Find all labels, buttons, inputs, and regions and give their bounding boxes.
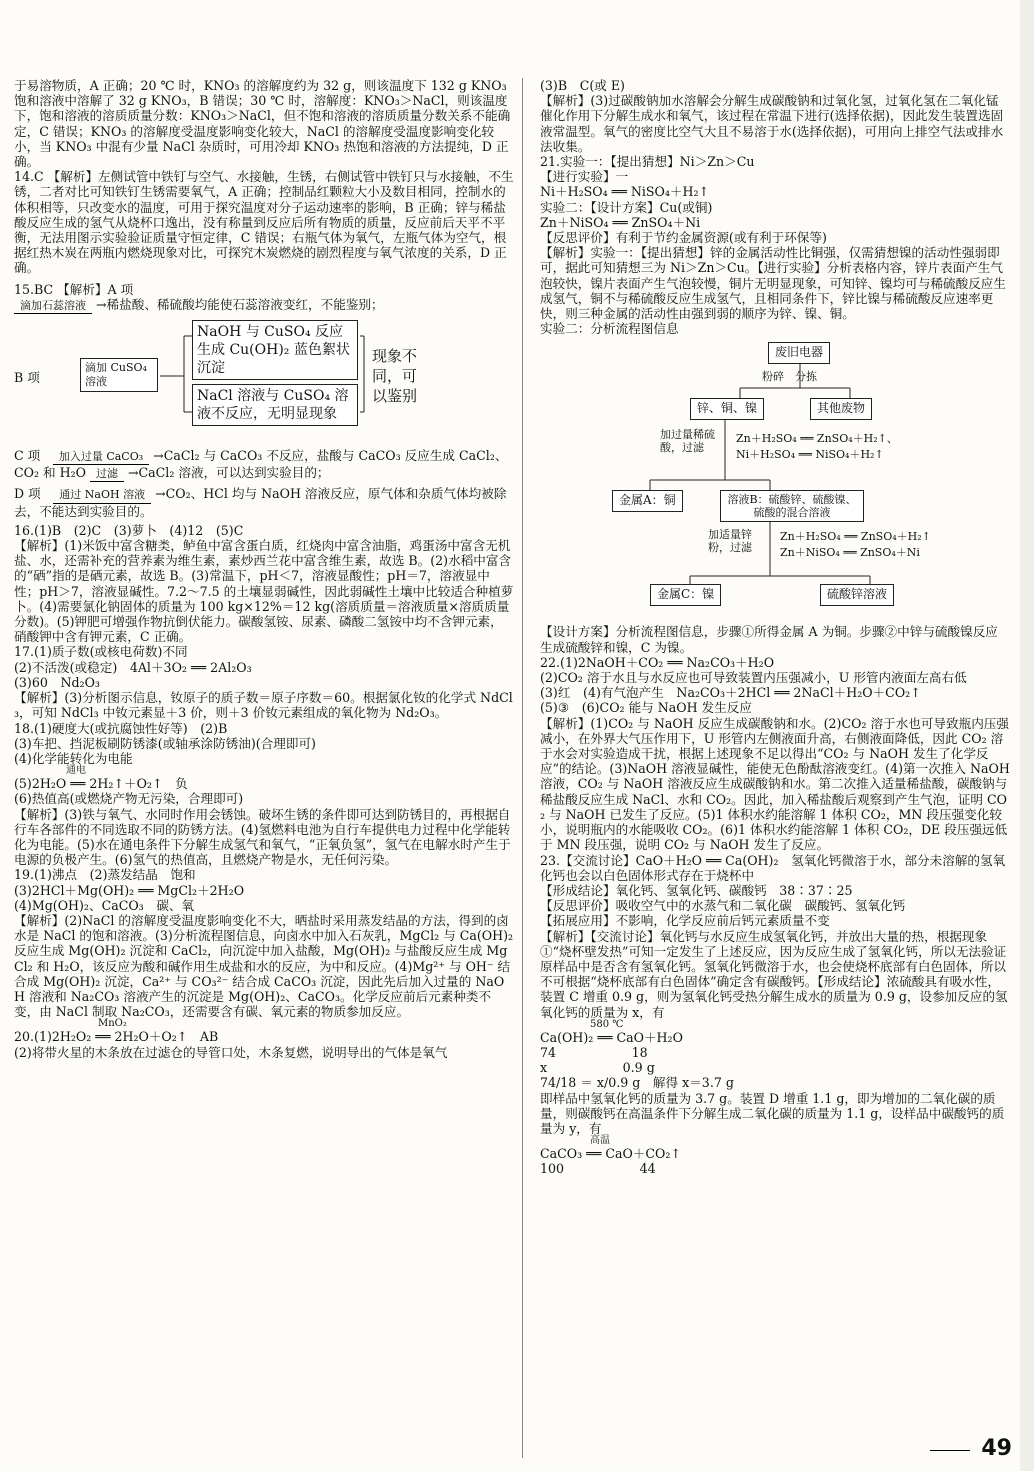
flow-node-other-waste: 其他废物: [810, 398, 872, 419]
flow-step-acid: 加过量稀硫酸，过滤: [660, 428, 715, 455]
answer-line: 实验二：【设计方案】Cu(或铜): [540, 199, 713, 215]
answer-line: (3)红 (4)有气泡产生 Na₂CO₃＋2HCl ══ 2NaCl＋H₂O＋CO₂↑: [540, 685, 921, 701]
paragraph: 【解析】实验一：【提出猜想】锌的金属活动性比铜强，仅需猜想镍的活动性强弱即可，据此可知猜想三为 Ni＞Zn＞Cu。【进行实验】分析表格内容，锌片表面产生气泡较快，镍片表面产生气泡较慢，铜片无明显现象，可知锌、镍均可与稀硫酸反应生成氢气，铜不与稀硫酸反应生成氢气，且相同条件下，锌比镍与稀硫酸反应速率更快，则三种金属的活动性由强到弱的顺序为锌、镍、铜。: [540, 245, 1006, 322]
condition-label: 通电: [66, 765, 86, 777]
flow-node-waste: 废旧电器: [768, 342, 830, 363]
answer-line: Ni＋H₂SO₄ ══ NiSO₄＋H₂↑: [540, 184, 710, 200]
flowchart: [540, 340, 1010, 620]
answer-line: (2)CO₂ 溶于水且与水反应也可导致装置内压强减小，U 形管内液面左高右低: [540, 670, 967, 686]
page-number-rule: [930, 1450, 970, 1451]
flow-step-crush: 粉碎 分拣: [762, 370, 817, 384]
answer-21: 21.实验一：【提出猜想】Ni＞Zn＞Cu: [540, 154, 755, 170]
answer-line: (5)③ (6)CO₂ 能与 NaOH 发生反应: [540, 700, 752, 716]
equation: 74 18: [540, 1044, 648, 1060]
paragraph: 【解析】(1)CO₂ 与 NaOH 反应生成碳酸钠和水。(2)CO₂ 溶于水也可导致瓶内压强减小，在外界大气压作用下，U 形管内左侧液面升高，右侧液面降低，因此 CO₂ 溶于水会对实验造成干扰，根据上述现象不足以得出“CO₂ 与 NaOH 发生了化学反应”的结论。(3)NaOH 溶液显碱性，能使无色酚酞溶液变红。(4)第一次推入 NaOH 溶液，CO₂ 与 NaOH 溶液反应生成碳酸钠和水。第二次推入适量稀盐酸，碳酸钠与稀盐酸反应生成 NaCl、水和 CO₂。因此，加入稀盐酸后观察到产生气泡，证明 CO₂ 与 NaOH 已发生了反应。(5)1 体积水约能溶解 1 体积 CO₂，MN 段压强变化较小，说明瓶内的水能吸收 CO₂。(6)1 体积水约能溶解 1 体积 CO₂，DE 段压强远低于 MN 段压强，说明 CO₂ 与 NaOH 发生了反应。: [540, 715, 1014, 853]
equation: 100 44: [540, 1161, 656, 1177]
answer-20: 20.(1)2H₂O₂ ══ 2H₂O＋O₂↑ AB: [14, 1029, 219, 1045]
b-bottom-box: NaCl 溶液与 CuSO₄ 溶液不反应，无明显现象: [192, 384, 358, 426]
paragraph: 于易溶物质，A 正确；20 ℃ 时，KNO₃ 的溶解度约为 32 g，则该温度下 132 g KNO₃ 饱和溶液中溶解了 32 g KNO₃，B 错误；30 ℃ 时，溶解度：KNO₃＞NaCl，则该温度下，饱和溶液的溶质质量分数：KNO₃＞NaCl，但不饱和溶液的溶质质量分数关系不能确定，C 错误；KNO₃ 的溶解度受温度影响变化较大，NaCl 的溶解度受温度影响变化较小，当 KNO₃ 中混有少量 NaCl 杂质时，可用冷却 KNO₃ 热饱和溶液的方法提纯，D 正确。: [14, 78, 511, 170]
flow-step-zinc: 加适量锌粉，过滤: [708, 528, 752, 555]
flow-reaction: Zn＋H₂SO₄ ══ ZnSO₄＋H₂↑、: [736, 432, 898, 446]
answer-line: 实验二：分析流程图信息: [540, 321, 679, 337]
flow-node-metal-c: 金属C：镍: [650, 584, 721, 605]
answer-line: (3)2HCl＋Mg(OH)₂ ══ MgCl₂＋2H₂O: [14, 882, 245, 898]
answer-line: (4)化学能转化为电能: [14, 750, 133, 766]
answer-line: 【形成结论】氧化钙、氢氧化钙、碳酸钙 38∶37∶25: [540, 882, 853, 898]
flow-reaction: Zn＋NiSO₄ ══ ZnSO₄＋Ni: [780, 546, 920, 560]
answer-line: (2)不活泼(或稳定) 4Al＋3O₂ ══ 2Al₂O₃: [14, 659, 252, 675]
answer-line: 【拓展应用】不影响，化学反应前后钙元素质量不变: [540, 913, 830, 929]
paragraph: 【解析】(1)米饭中富含糖类，鲈鱼中富含蛋白质，红烧肉中富含油脂，鸡蛋汤中富含无机盐、水，还需补充的营养素为维生素，素炒西兰花中富含维生素，故选 B。(2)水稻中富含的“硒”指的是硒元素，故选 B。(3)常温下，pH＜7，溶液显酸性；pH＝7，溶液显中性；pH＞7，溶液显碱性。7.2～7.5 的土壤显弱碱性，因此弱碱性土壤中比较适合种植萝卜。(4)需要氯化钠固体的质量为 100 kg×12%＝12 kg(溶质质量＝溶液质量×溶质质量分数)。(5)钾肥可增强作物抗倒伏能力。碳酸氢铵、尿素、磷酸二氢铵中均不含钾元素，硝酸钾中含有钾元素，C 正确。: [14, 538, 514, 645]
equation: x 0.9 g: [540, 1060, 655, 1076]
b-item-diagram: [14, 316, 514, 444]
page-number: 49: [981, 1436, 1012, 1461]
condition-label: 580 ℃: [590, 1018, 624, 1030]
item-a: 滴加石蕊溶液 →稀盐酸、稀硫酸均能使石蕊溶液变红，不能鉴别；: [14, 297, 514, 314]
answer-line: Zn＋NiSO₄ ══ ZnSO₄＋Ni: [540, 214, 701, 230]
answer-line: 【反思评价】有利于节约金属资源(或有利于环保等): [540, 230, 827, 246]
condition-label: MnO₂: [98, 1018, 127, 1030]
answer-16: 16.(1)B (2)C (3)萝卜 (4)12 (5)C: [14, 522, 244, 538]
flow-node-znso4: 硫酸锌溶液: [820, 584, 894, 605]
column-divider: [522, 78, 523, 1458]
answer-line: 【进行实验】一: [540, 169, 629, 185]
answer-17: 17.(1)质子数(或核电荷数)不同: [14, 644, 188, 660]
answer-19: 19.(1)沸点 (2)蒸发结晶 饱和: [14, 867, 196, 883]
arrow-label: 通过 NaOH 溶液: [53, 487, 151, 503]
page-edge: [1020, 0, 1034, 1471]
paragraph: 【解析】(3)铁与氧气、水同时作用会锈蚀。破坏生锈的条件即可达到防锈目的，再根据自行车各部件的不同选取不同的防锈方法。(4)氢燃料电池为自行车提供电力过程中化学能转化为电能。(5)水在通电条件下分解生成氢气和氧气，“正氧负氢”，氢气在电解水时产生于电源的负极产生。(6)氢气的热值高，且燃烧产物是水，无任何污染。: [14, 806, 511, 868]
answer-line: (4)Mg(OH)₂、CaCO₃ 碳、氧: [14, 897, 195, 913]
answer-22: 22.(1)2NaOH＋CO₂ ══ Na₂CO₃＋H₂O: [540, 654, 775, 670]
item-c: C 项 加入过量 CaCO₃ →CaCl₂ 与 CaCO₃ 不反应，盐酸与 CaCO₃ 反应生成 CaCl₂、CO₂ 和 H₂O 过滤 →CaCl₂ 溶液，可以达到实验目的；: [14, 448, 514, 482]
arrow-label: 加入过量 CaCO₃: [53, 449, 149, 465]
b-label: B 项: [14, 370, 40, 386]
paragraph: 【解析】(3)过碳酸钠加水溶解会分解生成碳酸钠和过氧化氢，过氧化氢在二氧化锰催化作用下分解生成水和氧气，该过程在常温下进行(选择依据)，因此发生装置选固液常温型。氧气的密度比空气大且不易溶于水(选择依据)，可用向上排空气法或排水法收集。: [540, 93, 1004, 154]
answer-line: (2)将带火星的木条放在过滤仓的导管口处，木条复燃，说明导出的气体是氧气: [14, 1044, 448, 1060]
flow-reaction: Zn＋H₂SO₄ ══ ZnSO₄＋H₂↑: [780, 530, 931, 544]
flow-node-metal-a: 金属A：铜: [612, 490, 683, 511]
arrow-label: 滴加石蕊溶液: [14, 298, 92, 314]
answer-line: (3)60 Nd₂O₃: [14, 674, 100, 690]
paragraph: 【解析】【交流讨论】氧化钙与水反应生成氢氧化钙，并放出大量的热，根据现象①“烧杯壁发热”可知一定发生了上述反应，因为反应生成了氢氧化钙，所以无法验证原样品中是否含有氢氧化钙。氢氧化钙微溶于水，也会使烧杯底部有白色固体，所以不可根据“烧杯底部有白色固体”确定含有碳酸钙。【形成结论】浓硫酸具有吸水性，装置 C 增重 0.9 g，则为氢氧化钙受热分解生成水的质量为 0.9 g，设参加反应的氢氧化钙的质量为 x，有: [540, 928, 1008, 1020]
flow-reaction: Ni＋H₂SO₄ ══ NiSO₄＋H₂↑: [736, 448, 884, 462]
answer-line: 【反思评价】吸收空气中的水蒸气和二氧化碳 碳酸钙、氢氧化钙: [540, 898, 906, 914]
answer-23: 23.【交流讨论】CaO＋H₂O ══ Ca(OH)₂ 氢氧化钙微溶于水，部分未溶解的氢氧化钙也会以白色固体形式存在于烧杯中: [540, 852, 1006, 883]
paragraph: 【解析】(3)分析图示信息，钕原子的质子数＝原子序数＝60。根据氯化钕的化学式 NdCl₃，可知 NdCl₃ 中钕元素显＋3 价，则＋3 价钕元素组成的氧化物为 Nd₂O₃。: [14, 690, 513, 721]
condition-label: 高温: [590, 1135, 610, 1147]
answer-line: (5)2H₂O ══ 2H₂↑＋O₂↑ 负: [14, 776, 188, 792]
paragraph: 即样品中氢氧化钙的质量为 3.7 g。装置 D 增重 1.1 g，即为增加的二氧化碳的质量，则碳酸钙在高温条件下分解生成二氧化碳的质量为 1.1 g，设样品中碳酸钙的质量为 y，有: [540, 1090, 1005, 1136]
flow-node-metals: 锌、铜、镍: [690, 398, 764, 419]
paragraph: 14.C 【解析】左侧试管中铁钉与空气、水接触，生锈，右侧试管中铁钉只与水接触，不生锈，二者对比可知铁钉生锈需要氧气，A 正确；控制品红颗粒大小及数目相同，控制水的体积相等，只改变水的温度，可用于探究温度对分子运动速率的影响，B 正确；锌与稀盐酸反应生成的氢气从烧杯口逸出，没有称量到反应后所有物质的质量，反应前后天平不平衡，无法用图示实验验证质量守恒定律，C 错误；右瓶气体为氧气，左瓶气体为空气，根据红热木炭在两瓶内燃烧现象对比，可探究木炭燃烧的剧烈程度与氧气浓度的关系，D 正确。: [14, 169, 514, 276]
arrow-label: 过滤: [90, 466, 124, 482]
right-column: [540, 78, 1014, 1177]
paragraph: 15.BC 【解析】A 项: [14, 281, 134, 297]
answer-line: (3)B C(或 E): [540, 78, 625, 93]
answer-18: 18.(1)硬度大(或抗腐蚀性好等) (2)B: [14, 720, 228, 736]
answer-line: (3)车把、挡泥板刷防锈漆(或轴承涂防锈油)(合理即可): [14, 735, 316, 751]
b-arrow-box: 滴加 CuSO₄ 溶液: [80, 358, 158, 392]
paragraph: 【设计方案】分析流程图信息，步骤①所得金属 A 为铜。步骤②中锌与硫酸镍反应生成硫酸锌和镍，C 为镍。: [540, 624, 998, 655]
flow-node-solution-b: 溶液B：硫酸锌、硫酸镍、硫酸的混合溶液: [720, 490, 864, 522]
answer-line: (6)热值高(或燃烧产物无污染，合理即可): [14, 791, 244, 807]
b-top-box: NaOH 与 CuSO₄ 反应生成 Cu(OH)₂ 蓝色絮状沉淀: [192, 320, 358, 380]
equation: CaCO₃ ══ CaO＋CO₂↑: [540, 1146, 681, 1162]
equation: 74/18 ＝ x/0.9 g 解得 x＝3.7 g: [540, 1075, 734, 1091]
left-column: [14, 78, 518, 1060]
item-d: D 项 通过 NaOH 溶液 →CO₂、HCl 均与 NaOH 溶液反应，原气体和杂质气体均被除去，不能达到实验目的。: [14, 486, 507, 519]
equation: Ca(OH)₂ ══ CaO＋H₂O: [540, 1029, 683, 1045]
paragraph: 【解析】(2)NaCl 的溶解度受温度影响变化不大，晒盐时采用蒸发结晶的方法，得到的卤水是 NaCl 的饱和溶液。(3)分析流程图信息，向卤水中加入石灰乳，MgCl₂ 与 Ca(OH)₂ 反应生成 Mg(OH)₂ 沉淀和 CaCl₂，向沉淀中加入盐酸，Mg(OH)₂ 与盐酸反应生成 MgCl₂ 和 H₂O，该反应为酸和碱作用生成盐和水的反应，为中和反应。(4)Mg²⁺ 与 OH⁻ 结合成 Mg(OH)₂ 沉淀，Ca²⁺ 与 CO₃²⁻ 结合成 CaCO₃ 沉淀，因此先后加入过量的 NaOH 溶液和 Na₂CO₃ 溶液产生的沉淀是 Mg(OH)₂、CaCO₃。化学反应前后元素种类不变，由 NaCl 制取 Na₂CO₃，还需要含有碳、氧元素的物质参加反应。: [14, 912, 518, 1020]
b-right-box: 现象不同，可以鉴别: [372, 347, 418, 406]
